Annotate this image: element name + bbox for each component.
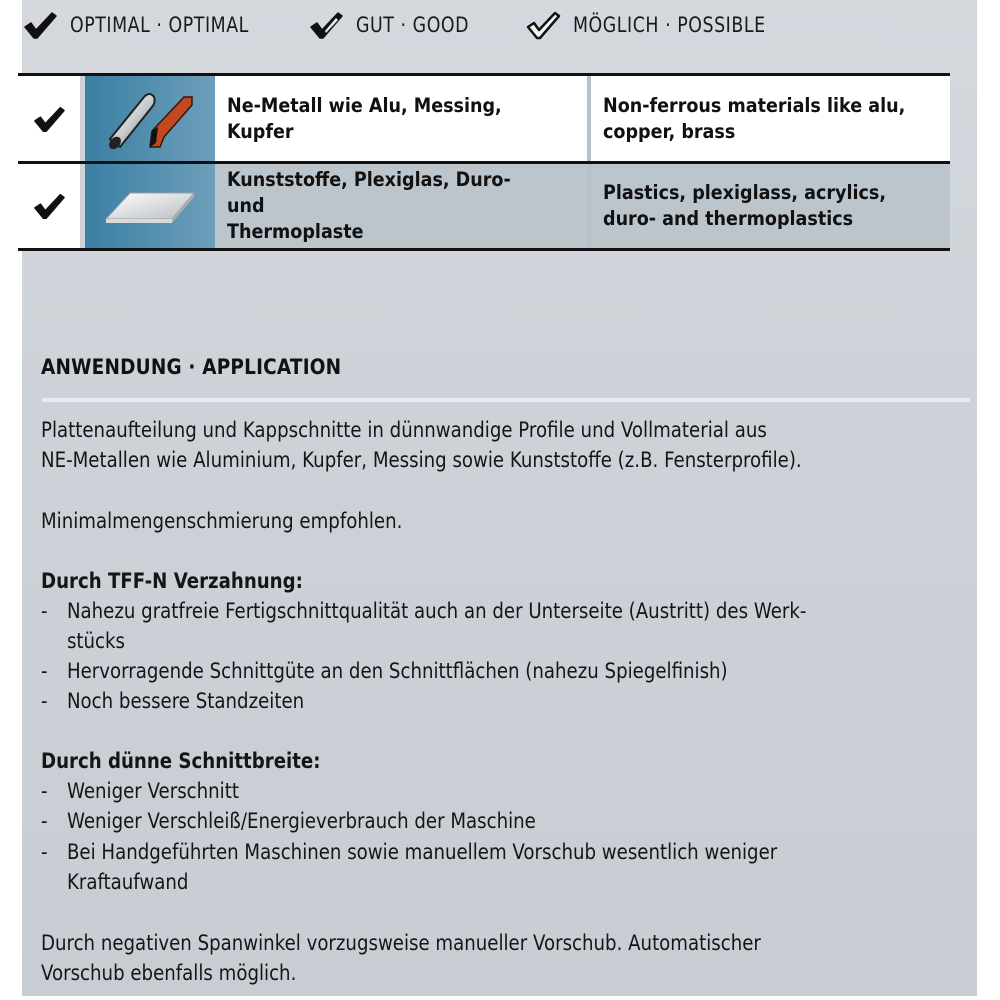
feature-heading: Durch TFF-N Verzahnung: [41,569,303,593]
feature-bullet: - Hervorragende Schnittgüte an den Schnittflächen (nahezu Spiegelfinish) [41,659,728,683]
legend-label: MÖGLICH · POSSIBLE [573,13,766,37]
check-outline-icon [525,10,561,40]
check-solid-icon [22,10,58,40]
table-row [18,76,950,164]
intro-line: Plattenaufteilung und Kappschnitte in dünnwandige Profile und Vollmaterial aus [41,418,767,442]
section-divider [42,398,970,402]
legend-possible [525,10,782,40]
feature-bullet: - Weniger Verschleiß/Energieverbrauch der Maschine [41,809,536,833]
material-name-de: Kunststoffe, Plexiglas, Duro- und Thermoplaste [215,164,587,248]
table-row [18,164,950,251]
check-solid-icon [32,191,66,221]
material-name-de: Ne-Metall wie Alu, Messing, Kupfer [215,76,587,161]
closing-line: Vorschub ebenfalls möglich. [41,961,297,985]
legend-good [308,10,479,40]
lubrication-note: Minimalmengenschmierung empfohlen. [41,509,403,533]
check-solid-icon [32,104,66,134]
feature-heading: Durch dünne Schnittbreite: [41,749,321,773]
intro-line: NE-Metallen wie Aluminium, Kupfer, Messing sowie Kunststoffe (z.B. Fensterprofile). [41,448,802,472]
tube-and-profile-icon [100,87,200,151]
feature-bullet: - Nahezu gratfreie Fertigschnittqualität auch an der Unterseite (Austritt) des Werk- [41,599,807,623]
feature-bullet: - Bei Handgeführten Maschinen sowie manuellem Vorschub wesentlich weniger [41,840,778,864]
material-icon-cell [85,164,215,248]
rating-legend [22,8,829,42]
feature-bullet: - Noch bessere Standzeiten [41,689,305,713]
material-icon-cell [85,76,215,161]
rating-cell [18,76,85,161]
plastic-sheet-icon [100,181,200,231]
feature-bullet: - Weniger Verschnitt [41,779,239,803]
closing-line: Durch negativen Spanwinkel vorzugsweise manueller Vorschub. Automatischer [41,931,761,955]
material-name-en: Non-ferrous materials like alu, copper, brass [587,76,950,161]
legend-label: GUT · GOOD [356,13,470,37]
section-title: ANWENDUNG · APPLICATION [41,355,342,379]
legend-label: OPTIMAL · OPTIMAL [70,13,249,37]
check-half-icon [308,10,344,40]
legend-optimal [22,10,264,40]
rating-cell [18,164,85,248]
materials-table [18,73,950,251]
feature-bullet-continuation: Kraftaufwand [66,870,189,894]
material-name-en: Plastics, plexiglass, acrylics, duro- and thermoplastics [587,164,950,248]
feature-bullet-continuation: stücks [66,629,126,653]
